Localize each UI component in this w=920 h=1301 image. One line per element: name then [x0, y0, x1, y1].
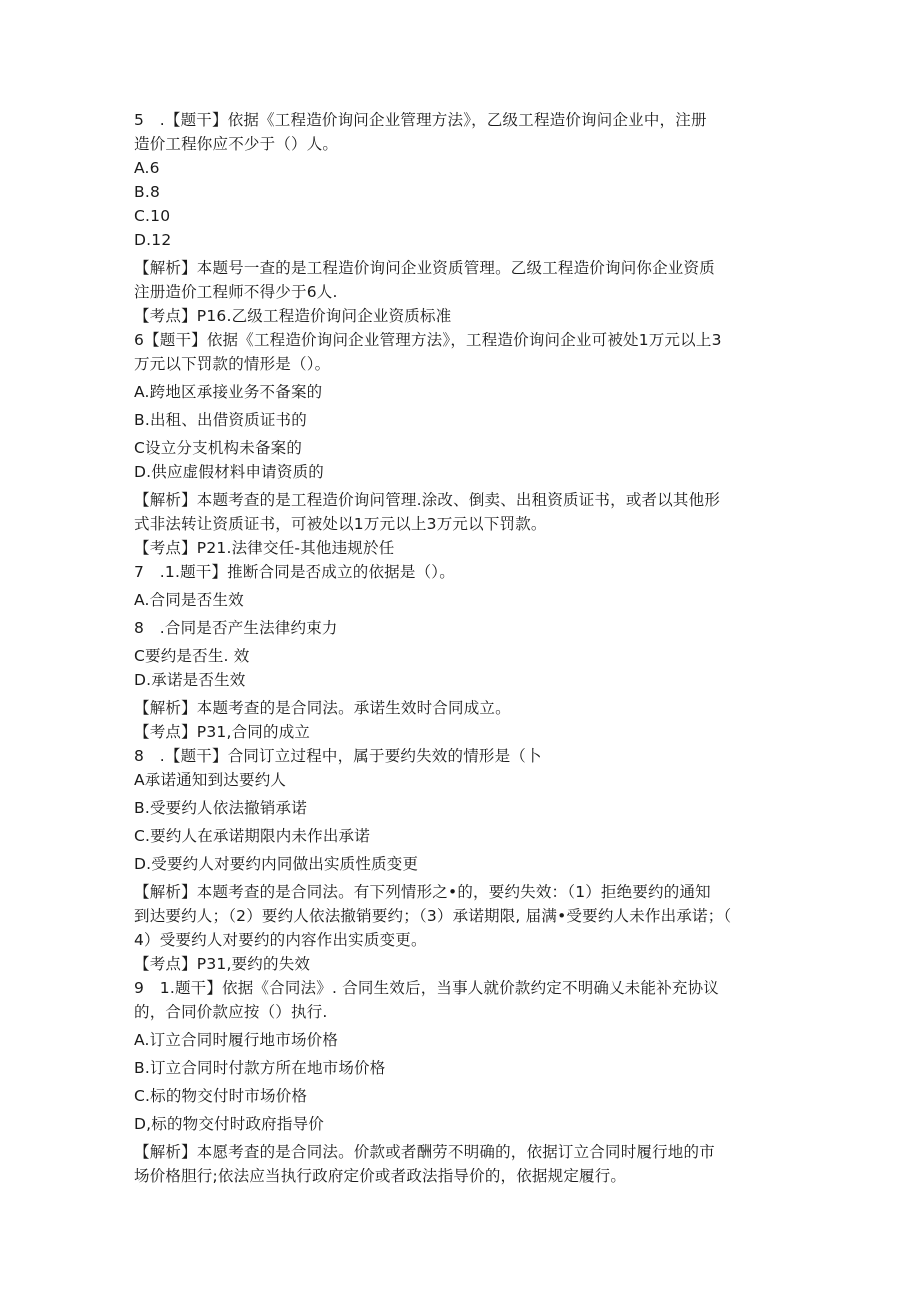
q6-analysis-line2: 式非法转让资质证书，可被处以1万元以上3万元以下罚款。: [134, 515, 547, 533]
q9-option-c: C.标的物交付时市场价格: [134, 1087, 308, 1105]
q6-option-d: D.供应虚假材料申请资质的: [134, 463, 324, 481]
q5-option-c: C.10: [134, 207, 171, 225]
q9-option-d: D,标的物交付时政府指导价: [134, 1115, 324, 1133]
q8-option-c: C.要约人在承诺期限内未作出承诺: [134, 827, 370, 845]
q8-analysis-line2: 到达要约人；（2）要约人依法撤销要约；（3）承诺期限, 届满•受要约人未作出承诺；（: [134, 907, 732, 925]
q6-keypoint: 【考点】P21.法律交任-其他违规於任: [134, 539, 395, 557]
q8-keypoint: 【考点】P31,要约的失效: [134, 955, 311, 973]
document-body: [134, 108, 794, 1188]
q8-option-b: B.受要约人依法撤销承诺: [134, 799, 307, 817]
q9-option-a: A.订立合同时履行地市场价格: [134, 1031, 339, 1049]
q9-option-b: B.订立合同时付款方所在地市场价格: [134, 1059, 386, 1077]
q6-analysis-line1: 【解析】本题考查的是工程造价询问管理.涂改、倒卖、出租资质证书，或者以其他形: [134, 491, 721, 509]
q6-option-c: C设立分支机构未备案的: [134, 439, 303, 457]
q8-analysis-line1: 【解析】本题考查的是合同法。有下列情形之•的，要约失效：（1）拒绝要约的通知: [134, 883, 711, 901]
q6-stem-line2: 万元以下罚款的情形是（）。: [134, 355, 331, 373]
q7-option-b: 8 .合同是否产生法律约束力: [134, 619, 338, 637]
q7-option-c: C要约是否生. 效: [134, 647, 250, 665]
q9-analysis-line1: 【解析】本愿考査的是合同法。价款或者酬劳不明确的，依据订立合同时履行地的市: [134, 1143, 715, 1161]
q7-keypoint: 【考点】P31,合同的成立: [134, 723, 311, 741]
q7-stem: 7 .1.题干】推断合同是否成立的依据是（）。: [134, 563, 455, 581]
q6-option-a: A.跨地区承接业务不备案的: [134, 383, 323, 401]
q8-analysis-line3: 4）受要约人对要约的内容作出实质变更。: [134, 931, 427, 949]
q5-option-b: B.8: [134, 183, 161, 201]
q6-stem-line1: 6【题干】依据《工程造价询问企业管理方法》，工程造价询问企业可被处1万元以上3: [134, 331, 722, 349]
q7-option-a: A.合同是否生效: [134, 591, 244, 609]
q5-stem-line2: 造价工程你应不少于（）人。: [134, 135, 339, 153]
q5-analysis-line1: 【解析】本题号一查的是工程造价询问企业资质管理。乙级工程造价询问你企业资质: [134, 259, 715, 277]
q8-option-a: A承诺通知到达要约人: [134, 771, 287, 789]
q7-analysis: 【解析】本题考查的是合同法。承诺生效时合同成立。: [134, 699, 511, 717]
q7-option-d: D.承诺是否生效: [134, 671, 246, 689]
q5-analysis-line2: 注册造价工程师不得少于6人.: [134, 283, 338, 301]
q9-stem-line2: 的，合同价款应按（）执行.: [134, 1003, 328, 1021]
q8-option-d: D.受要约人对要约内同做出实质性质变更: [134, 855, 419, 873]
q9-stem-line1: 9 1.题干】依据《合同法》. 合同生效后，当事人就价款约定不明确乂未能补充协议: [134, 979, 720, 997]
q5-stem-line1: 5 .【题干】依据《工程造价询问企业管理方法》，乙级工程造价询问企业中，注册: [134, 111, 707, 129]
q5-option-d: D.12: [134, 231, 172, 249]
q8-stem: 8 .【题干】合同订立过程中，属于要约失效的情形是（卜: [134, 747, 542, 765]
q6-option-b: B.出租、出借资质证书的: [134, 411, 307, 429]
q5-keypoint: 【考点】P16.乙级工程造价询问企业资质标准: [134, 307, 452, 325]
q9-analysis-line2: 场价格胆行;依法应当执行政府定价或者政法指导价的，依据规定履行。: [134, 1167, 627, 1185]
q5-option-a: A.6: [134, 159, 160, 177]
